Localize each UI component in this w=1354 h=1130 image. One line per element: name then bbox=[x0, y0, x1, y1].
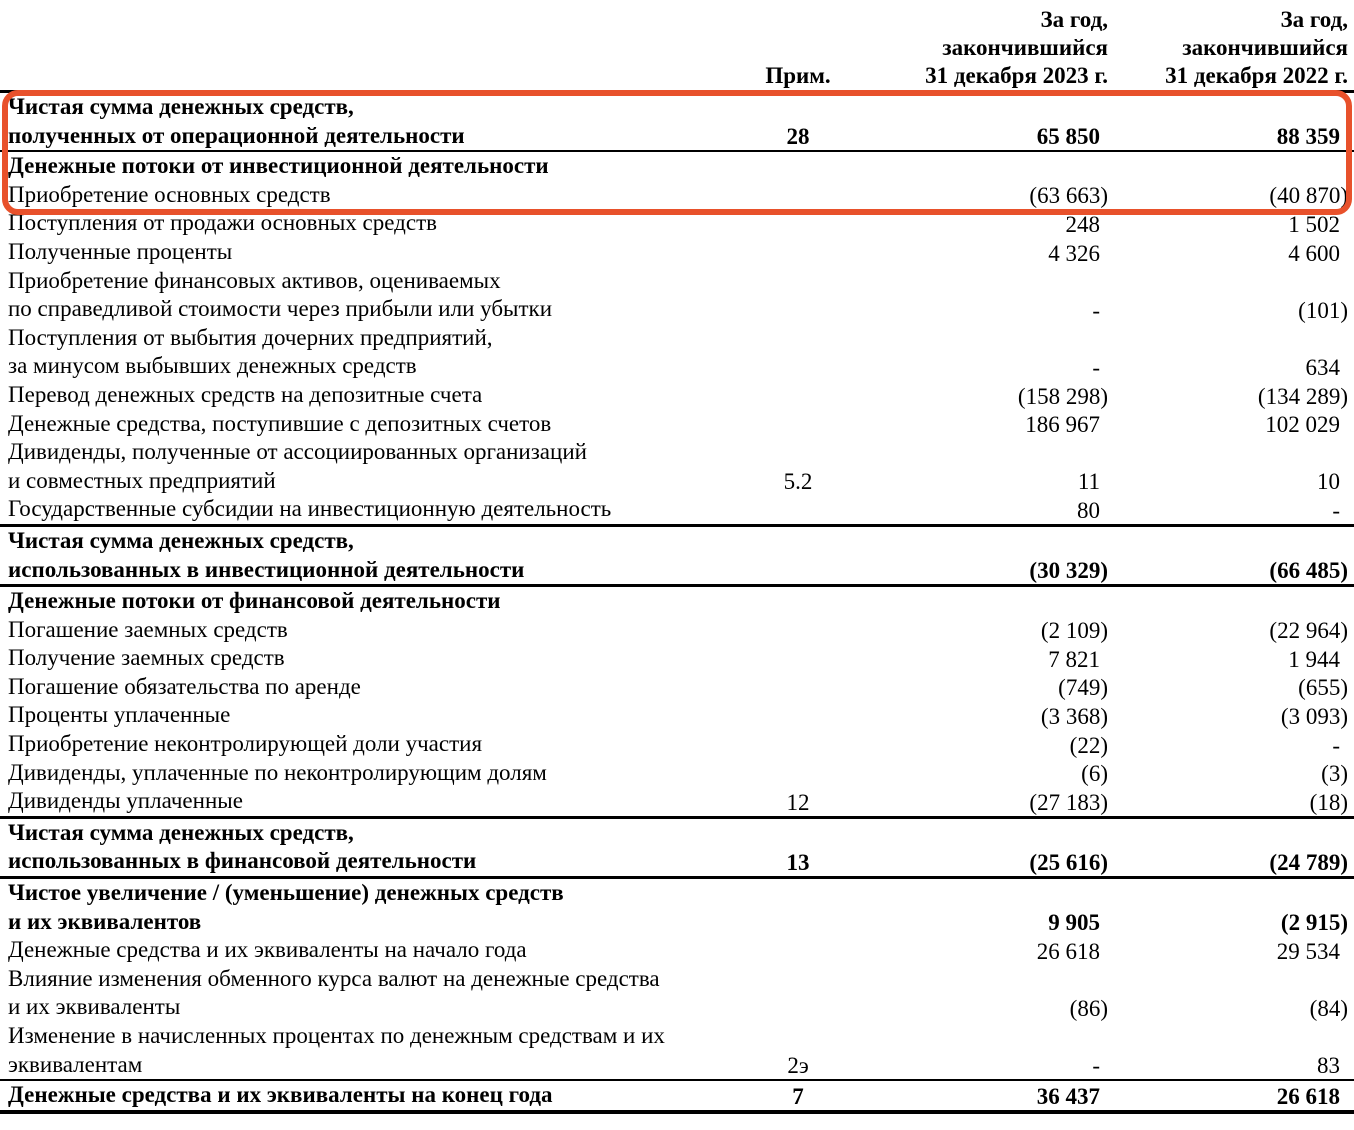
table-row bbox=[0, 936, 1354, 965]
row-label-line: Денежные потоки от финансовой деятельности bbox=[8, 588, 501, 614]
value-2022-cell: 83 bbox=[1317, 1053, 1340, 1079]
row-label bbox=[8, 965, 723, 1022]
row-label bbox=[8, 324, 723, 381]
row-label-line: Чистая сумма денежных средств, bbox=[8, 94, 354, 119]
value-2022-cell: 1 502 bbox=[1288, 211, 1340, 237]
row-label-line: Денежные средства и их эквиваленты на начало года bbox=[8, 937, 527, 963]
row-label-line: и их эквиваленты bbox=[8, 994, 181, 1020]
row-label-line: Погашение обязательства по аренде bbox=[8, 673, 361, 699]
row-label bbox=[8, 759, 723, 788]
row-label bbox=[8, 879, 723, 936]
table-row bbox=[0, 1081, 1354, 1110]
row-label-line: по справедливой стоимости через прибыли или убытки bbox=[8, 296, 553, 322]
table-row bbox=[0, 673, 1354, 702]
value-2022-cell: 88 359 bbox=[1276, 124, 1340, 150]
row-label-line: Дивиденды уплаченные bbox=[8, 788, 243, 814]
note-cell: 7 bbox=[792, 1083, 804, 1109]
table-row bbox=[0, 209, 1354, 238]
row-label-line: Дивиденды, полученные от ассоциированных организаций bbox=[8, 439, 587, 465]
table-row bbox=[0, 965, 1354, 1022]
value-2022-cell: (66 485) bbox=[1269, 558, 1348, 584]
row-label-line: Погашение заемных средств bbox=[8, 616, 288, 642]
value-2022-cell: (101) bbox=[1298, 297, 1348, 323]
note-cell: 5.2 bbox=[783, 469, 813, 495]
table-row bbox=[0, 879, 1354, 936]
row-label bbox=[8, 1022, 723, 1079]
row-label-line: Полученные проценты bbox=[8, 238, 233, 264]
value-2023-cell: 36 437 bbox=[1036, 1083, 1100, 1109]
row-label-line: и совместных предприятий bbox=[8, 467, 276, 493]
row-label-line: за минусом выбывших денежных средств bbox=[8, 353, 417, 379]
value-2023-cell: 11 bbox=[1077, 469, 1100, 495]
row-label bbox=[8, 936, 723, 965]
table-row bbox=[0, 701, 1354, 730]
value-2022-cell: - bbox=[1332, 497, 1340, 523]
value-2023-cell: - bbox=[1092, 1053, 1100, 1079]
row-label-line: Поступления от продажи основных средств bbox=[8, 210, 437, 236]
row-label bbox=[8, 152, 723, 181]
value-2022-cell: (655) bbox=[1298, 675, 1348, 701]
row-label-line: Чистое увеличение / (уменьшение) денежных средств bbox=[8, 880, 564, 906]
row-label-line: Государственные субсидии на инвестиционную деятельность bbox=[8, 496, 612, 522]
row-label-line: Дивиденды, уплаченные по неконтролирующим долям bbox=[8, 759, 547, 785]
table-row bbox=[0, 787, 1354, 816]
row-label-line: Изменение в начисленных процентах по денежным средствам и их bbox=[8, 1023, 665, 1048]
value-2022-cell: 4 600 bbox=[1288, 240, 1340, 266]
value-2023-cell: (3 368) bbox=[1040, 704, 1108, 730]
value-2022-cell: (3) bbox=[1321, 761, 1348, 787]
year-2023-header-line: закончившийся bbox=[942, 35, 1108, 60]
row-label-line: Проценты уплаченные bbox=[8, 702, 231, 728]
year-2022-header-line: 31 декабря 2022 г. bbox=[1165, 63, 1348, 88]
table-row bbox=[0, 438, 1354, 495]
value-2022-cell: (40 870) bbox=[1269, 183, 1348, 209]
row-label-line: Получение заемных средств bbox=[8, 645, 285, 671]
row-label-line: полученных от операционной деятельности bbox=[8, 122, 465, 148]
value-2023-cell: (749) bbox=[1058, 675, 1108, 701]
row-label bbox=[8, 238, 723, 267]
value-2022-cell: 26 618 bbox=[1276, 1083, 1340, 1109]
table-row bbox=[0, 495, 1354, 524]
table-row bbox=[0, 410, 1354, 439]
header-year-2022-column bbox=[1108, 6, 1348, 90]
year-2022-header-line: закончившийся bbox=[1182, 35, 1348, 60]
value-2022-cell: (134 289) bbox=[1257, 383, 1348, 409]
value-2023-cell: 65 850 bbox=[1036, 124, 1100, 150]
table-row bbox=[0, 730, 1354, 759]
table-row bbox=[0, 1022, 1354, 1079]
value-2023-cell: 248 bbox=[1065, 211, 1100, 237]
value-2023-cell: (6) bbox=[1081, 761, 1108, 787]
value-2023-cell: - bbox=[1092, 297, 1100, 323]
table-row bbox=[0, 267, 1354, 324]
row-label bbox=[8, 587, 723, 616]
row-label-line: Перевод денежных средств на депозитные счета bbox=[8, 381, 483, 407]
table-body bbox=[0, 93, 1354, 1114]
table-row bbox=[0, 181, 1354, 210]
value-2022-cell: (24 789) bbox=[1269, 850, 1348, 876]
row-label bbox=[8, 1081, 723, 1110]
note-cell: 12 bbox=[786, 789, 810, 815]
value-2023-cell: (2 109) bbox=[1040, 618, 1108, 644]
value-2022-cell: 10 bbox=[1317, 469, 1340, 495]
row-label-line: использованных в инвестиционной деятельности bbox=[8, 556, 525, 582]
note-cell: 13 bbox=[786, 850, 810, 876]
note-cell: 28 bbox=[786, 124, 810, 150]
value-2022-cell: (84) bbox=[1309, 996, 1348, 1021]
value-2022-cell: 102 029 bbox=[1265, 412, 1340, 438]
row-label-line: Чистая сумма денежных средств, bbox=[8, 819, 354, 845]
row-label-line: эквивалентам bbox=[8, 1051, 143, 1077]
table-row bbox=[0, 324, 1354, 381]
row-label bbox=[8, 616, 723, 645]
table-row bbox=[0, 616, 1354, 645]
table-header bbox=[0, 0, 1354, 93]
header-year-2023-column bbox=[873, 6, 1108, 90]
row-label-line: Влияние изменения обменного курса валют на денежные средства bbox=[8, 965, 660, 991]
value-2023-cell: (25 616) bbox=[1029, 850, 1108, 876]
value-2023-cell: (27 183) bbox=[1029, 789, 1108, 815]
value-2022-cell: (22 964) bbox=[1269, 618, 1348, 644]
value-2023-cell: 80 bbox=[1077, 497, 1100, 523]
table-row bbox=[0, 381, 1354, 410]
value-2023-cell: (22) bbox=[1069, 732, 1108, 758]
value-2022-cell: (2 915) bbox=[1280, 910, 1348, 936]
value-2023-cell: (63 663) bbox=[1029, 183, 1108, 209]
row-label-line: Чистая сумма денежных средств, bbox=[8, 527, 354, 553]
value-2023-cell: 9 905 bbox=[1048, 910, 1100, 936]
row-label bbox=[8, 209, 723, 238]
year-2023-header-line: 31 декабря 2023 г. bbox=[925, 63, 1108, 88]
value-2023-cell: - bbox=[1092, 354, 1100, 380]
row-label-line: и их эквивалентов bbox=[8, 908, 202, 934]
value-2023-cell: (86) bbox=[1069, 996, 1108, 1021]
row-label bbox=[8, 819, 723, 876]
horizontal-rule bbox=[0, 1110, 1354, 1114]
table-row bbox=[0, 93, 1354, 150]
row-label bbox=[8, 410, 723, 439]
table-row bbox=[0, 819, 1354, 876]
year-2023-header-line: За год, bbox=[1040, 7, 1108, 32]
row-label bbox=[8, 181, 723, 210]
value-2022-cell: 1 944 bbox=[1288, 646, 1340, 672]
value-2023-cell: 4 326 bbox=[1048, 240, 1100, 266]
row-label-line: Денежные средства, поступившие с депозитных счетов bbox=[8, 410, 552, 436]
row-label bbox=[8, 787, 723, 816]
year-2022-header-line: За год, bbox=[1280, 7, 1348, 32]
table-row bbox=[0, 238, 1354, 267]
value-2022-cell: - bbox=[1332, 732, 1340, 758]
row-label bbox=[8, 673, 723, 702]
note-column-header: Прим. bbox=[765, 63, 831, 88]
row-label-line: Поступления от выбытия дочерних предприятий, bbox=[8, 324, 493, 350]
row-label bbox=[8, 644, 723, 673]
header-note-column bbox=[723, 62, 873, 90]
value-2022-cell: 29 534 bbox=[1276, 938, 1340, 964]
row-label-line: Приобретение финансовых активов, оцениваемых bbox=[8, 267, 501, 293]
table-row bbox=[0, 587, 1354, 616]
table-row bbox=[0, 759, 1354, 788]
row-label-line: Приобретение основных средств bbox=[8, 181, 331, 207]
value-2022-cell: (3 093) bbox=[1280, 704, 1348, 730]
note-cell: 2э bbox=[787, 1053, 809, 1079]
value-2023-cell: 186 967 bbox=[1025, 412, 1100, 438]
row-label bbox=[8, 438, 723, 495]
row-label bbox=[8, 527, 723, 584]
row-label-line: Денежные средства и их эквиваленты на конец года bbox=[8, 1082, 553, 1108]
value-2022-cell: 634 bbox=[1305, 354, 1340, 380]
row-label-line: использованных в финансовой деятельности bbox=[8, 848, 477, 874]
table-row bbox=[0, 644, 1354, 673]
value-2023-cell: (158 298) bbox=[1017, 383, 1108, 409]
row-label bbox=[8, 267, 723, 324]
value-2023-cell: (30 329) bbox=[1029, 558, 1108, 584]
value-2023-cell: 26 618 bbox=[1036, 938, 1100, 964]
row-label bbox=[8, 730, 723, 759]
value-2022-cell: (18) bbox=[1309, 789, 1348, 815]
row-label-line: Денежные потоки от инвестиционной деятельности bbox=[8, 153, 549, 179]
row-label bbox=[8, 701, 723, 730]
row-label bbox=[8, 93, 723, 150]
row-label bbox=[8, 495, 723, 524]
row-label-line: Приобретение неконтролирующей доли участия bbox=[8, 731, 483, 757]
value-2023-cell: 7 821 bbox=[1048, 646, 1100, 672]
row-label bbox=[8, 381, 723, 410]
table-row bbox=[0, 527, 1354, 584]
table-row bbox=[0, 152, 1354, 181]
